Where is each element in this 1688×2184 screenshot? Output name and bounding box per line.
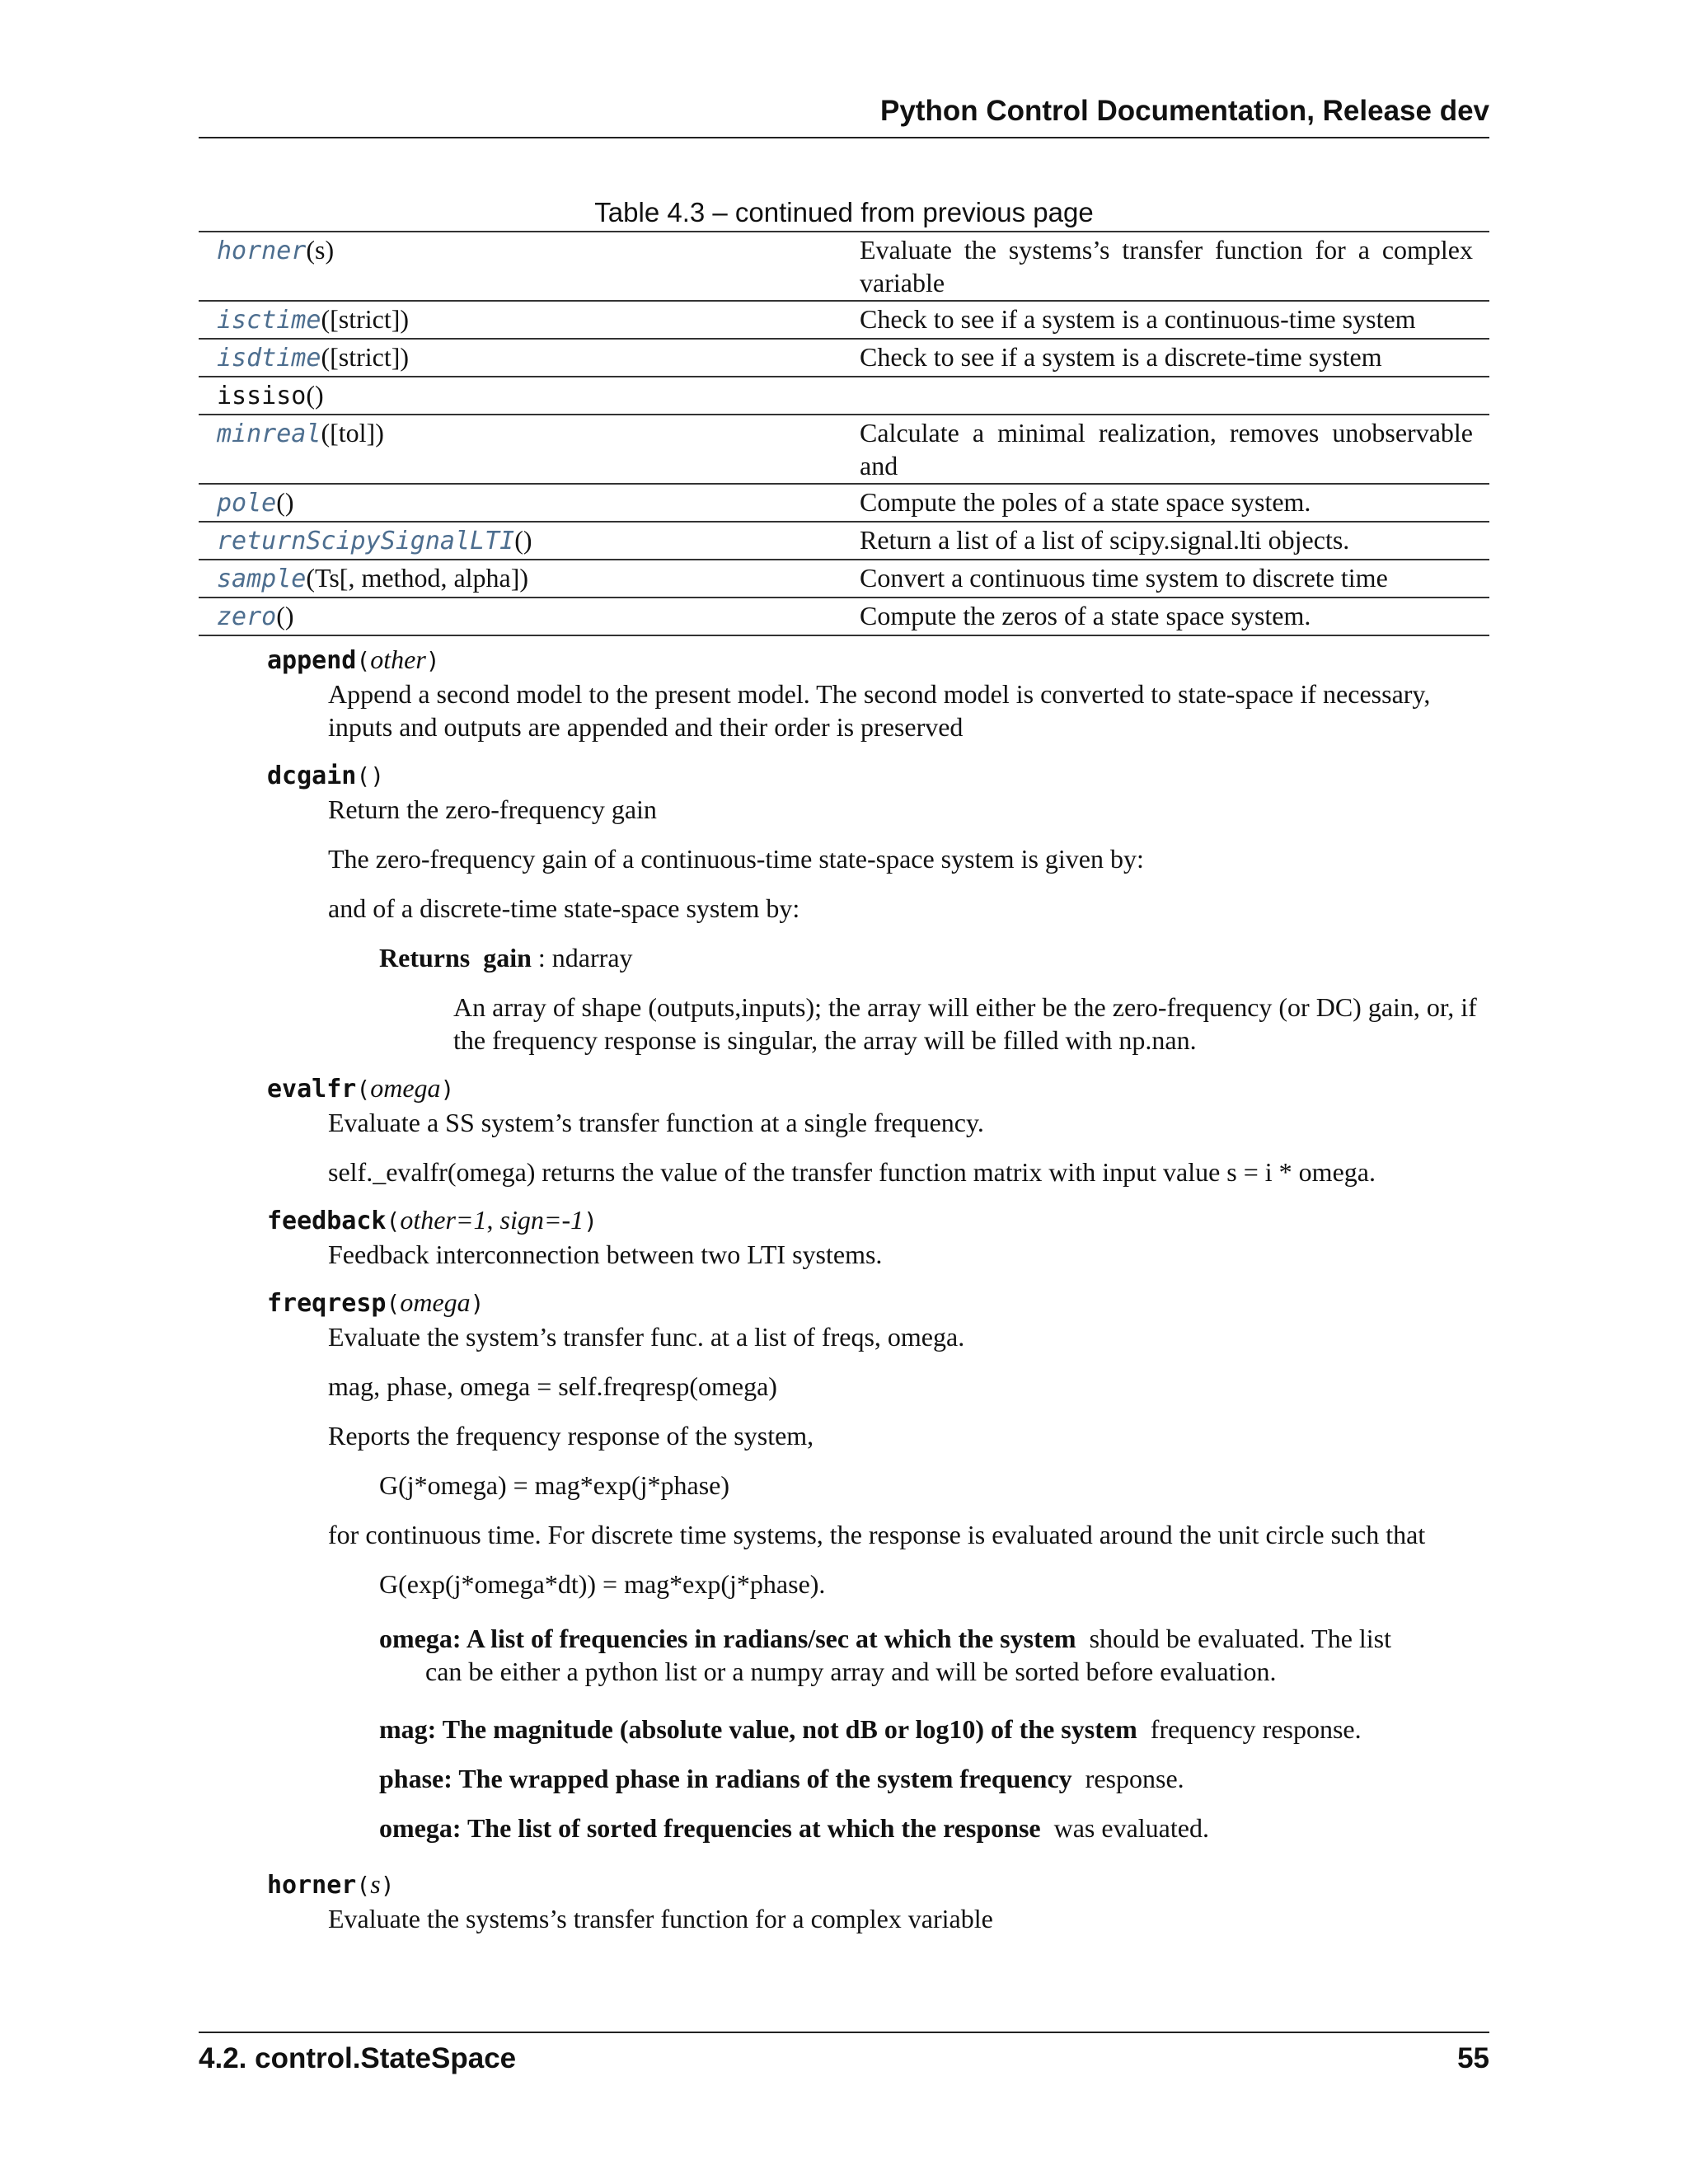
method-arg: other <box>370 644 426 674</box>
method-signature-cell <box>199 522 843 560</box>
method-signature-cell <box>199 560 843 598</box>
method-link[interactable]: zero <box>217 602 277 631</box>
method-arg: omega <box>370 1073 441 1103</box>
definition-term: phase: The wrapped phase in radians of the system frequency <box>379 1764 1072 1793</box>
method-feedback <box>267 1203 1489 1271</box>
methods-summary-table <box>199 231 1489 636</box>
method-usage: mag, phase, omega = self.freqresp(omega) <box>328 1371 777 1401</box>
running-header <box>199 92 1489 138</box>
method-name: feedback <box>267 1207 387 1235</box>
method-append <box>267 643 1489 743</box>
method-summary: Evaluate the systems’s transfer function for a complex variable <box>328 1904 993 1933</box>
method-signature: horner(s) <box>267 1869 395 1900</box>
returns-description: An array of shape (outputs,inputs); the array will either be the zero-frequency (or DC) gain, or, if the frequency response is singular, the array will be filled with np.nan. <box>453 992 1477 1055</box>
method-paragraph: for continuous time. For discrete time systems, the response is evaluated around the unit circle such that <box>328 1520 1426 1549</box>
method-signature-cell <box>199 377 843 415</box>
returns-name: gain <box>483 943 532 972</box>
method-description-cell: Compute the zeros of a state space system. <box>860 601 1311 630</box>
table-row <box>199 301 1489 339</box>
table-row <box>199 560 1489 598</box>
definition-term: omega: A list of frequencies in radians/sec at which the system <box>379 1624 1076 1653</box>
method-horner <box>267 1868 1489 1935</box>
method-args: () <box>306 380 324 410</box>
method-signature: freqresp(omega) <box>267 1287 485 1318</box>
method-arg: other=1 <box>400 1205 487 1235</box>
method-args: ([strict]) <box>321 342 410 372</box>
table-row <box>199 232 1489 301</box>
method-signature: feedback(other=1, sign=-1) <box>267 1205 598 1235</box>
method-link[interactable]: isdtime <box>217 344 321 373</box>
footer-section: 4.2. control.StateSpace <box>199 2042 517 2074</box>
definition-text: frequency response. <box>1150 1714 1362 1744</box>
method-signature: dcgain() <box>267 762 385 790</box>
method-link[interactable]: minreal <box>217 419 321 448</box>
method-arg: s <box>370 1869 381 1899</box>
method-description-cell <box>843 377 1489 415</box>
definition-term: mag: The magnitude (absolute value, not dB or log10) of the system <box>379 1714 1137 1744</box>
method-link[interactable]: horner <box>217 237 307 265</box>
method-name: horner <box>267 1871 357 1900</box>
method-paragraph: and of a discrete-time state-space system by: <box>328 893 800 923</box>
method-signature-cell <box>199 598 843 635</box>
definition-text: response. <box>1085 1764 1184 1793</box>
method-description-cell: Evaluate the systems’s transfer function for a complex variable <box>860 235 1473 298</box>
method-signature-cell <box>199 232 843 301</box>
method-description-cell: Convert a continuous time system to discrete time <box>860 563 1388 593</box>
method-description-cell: Return a list of a list of scipy.signal.lti objects. <box>860 525 1350 555</box>
equation: G(j*omega) = mag*exp(j*phase) <box>379 1470 730 1500</box>
definition-text: was evaluated. <box>1053 1813 1209 1843</box>
method-name: append <box>267 646 357 675</box>
header-title: Python Control Documentation, Release dev <box>880 95 1489 127</box>
method-freqresp <box>267 1286 1489 1844</box>
returns-field <box>379 941 1489 974</box>
method-args: ([tol]) <box>321 418 384 448</box>
method-signature: append(other) <box>267 644 440 675</box>
method-args: () <box>514 525 532 555</box>
method-signature-cell <box>199 484 843 522</box>
method-signature-cell <box>199 339 843 377</box>
definition-item <box>379 1762 1489 1795</box>
definition-item <box>379 1811 1489 1844</box>
method-args: (s) <box>306 235 335 265</box>
method-paragraph: self._evalfr(omega) returns the value of the transfer function matrix with input value s = i * omega. <box>328 1157 1376 1187</box>
method-signature: evalfr(omega) <box>267 1073 455 1104</box>
table-row <box>199 339 1489 377</box>
table-row <box>199 598 1489 635</box>
method-link[interactable]: returnScipySignalLTI <box>217 527 515 555</box>
definition-item <box>379 1622 1489 1688</box>
method-descriptions <box>267 643 1489 1950</box>
method-name: dcgain <box>267 762 357 790</box>
definition-continuation: can be either a python list or a numpy array and will be sorted before evaluation. <box>425 1657 1277 1686</box>
method-dcgain <box>267 758 1489 1057</box>
method-name: freqresp <box>267 1289 387 1318</box>
equation: G(exp(j*omega*dt)) = mag*exp(j*phase). <box>379 1569 826 1599</box>
method-signature-cell <box>199 415 843 484</box>
method-name: issiso <box>217 382 307 410</box>
definition-text: should be evaluated. The list <box>1089 1624 1392 1653</box>
method-link[interactable]: sample <box>217 565 307 593</box>
definition-item <box>379 1713 1489 1746</box>
method-description-cell: Check to see if a system is a discrete-time system <box>860 342 1382 372</box>
method-paragraph: The zero-frequency gain of a continuous-time state-space system is given by: <box>328 844 1144 874</box>
table-row <box>199 377 1489 415</box>
definition-term: omega: The list of sorted frequencies at which the response <box>379 1813 1041 1843</box>
method-summary: Feedback interconnection between two LTI systems. <box>328 1240 883 1269</box>
method-signature-cell <box>199 301 843 339</box>
method-description-cell: Check to see if a system is a continuous-time system <box>860 304 1416 334</box>
method-link[interactable]: isctime <box>217 306 321 335</box>
method-arg: sign=-1 <box>499 1205 584 1235</box>
table-row <box>199 522 1489 560</box>
table-caption: Table 4.3 – continued from previous page <box>594 197 1094 227</box>
method-evalfr <box>267 1071 1489 1188</box>
method-description: Append a second model to the present model. The second model is converted to state-space if necessary, inputs and outputs are appended and their order is preserved <box>328 679 1431 742</box>
method-description-cell: Compute the poles of a state space system. <box>860 487 1311 517</box>
returns-label: Returns <box>379 943 471 972</box>
running-footer <box>199 2032 1489 2078</box>
method-args: () <box>276 601 294 630</box>
method-paragraph: Reports the frequency response of the system, <box>328 1421 814 1451</box>
method-description-cell: Calculate a minimal realization, removes unobservable and <box>860 418 1473 480</box>
method-arg: omega <box>400 1287 471 1317</box>
method-summary: Evaluate the system’s transfer func. at a list of freqs, omega. <box>328 1322 965 1352</box>
method-summary: Return the zero-frequency gain <box>328 794 657 824</box>
footer-page-number: 55 <box>1457 2042 1489 2074</box>
table-row <box>199 415 1489 484</box>
method-name: evalfr <box>267 1075 357 1104</box>
table-row <box>199 484 1489 522</box>
method-link[interactable]: pole <box>217 489 277 518</box>
method-args: ([strict]) <box>321 304 410 334</box>
method-summary: Evaluate a SS system’s transfer function at a single frequency. <box>328 1108 984 1137</box>
method-args: () <box>276 487 294 517</box>
returns-type: : ndarray <box>537 943 633 972</box>
method-args: (Ts[, method, alpha]) <box>306 563 529 593</box>
